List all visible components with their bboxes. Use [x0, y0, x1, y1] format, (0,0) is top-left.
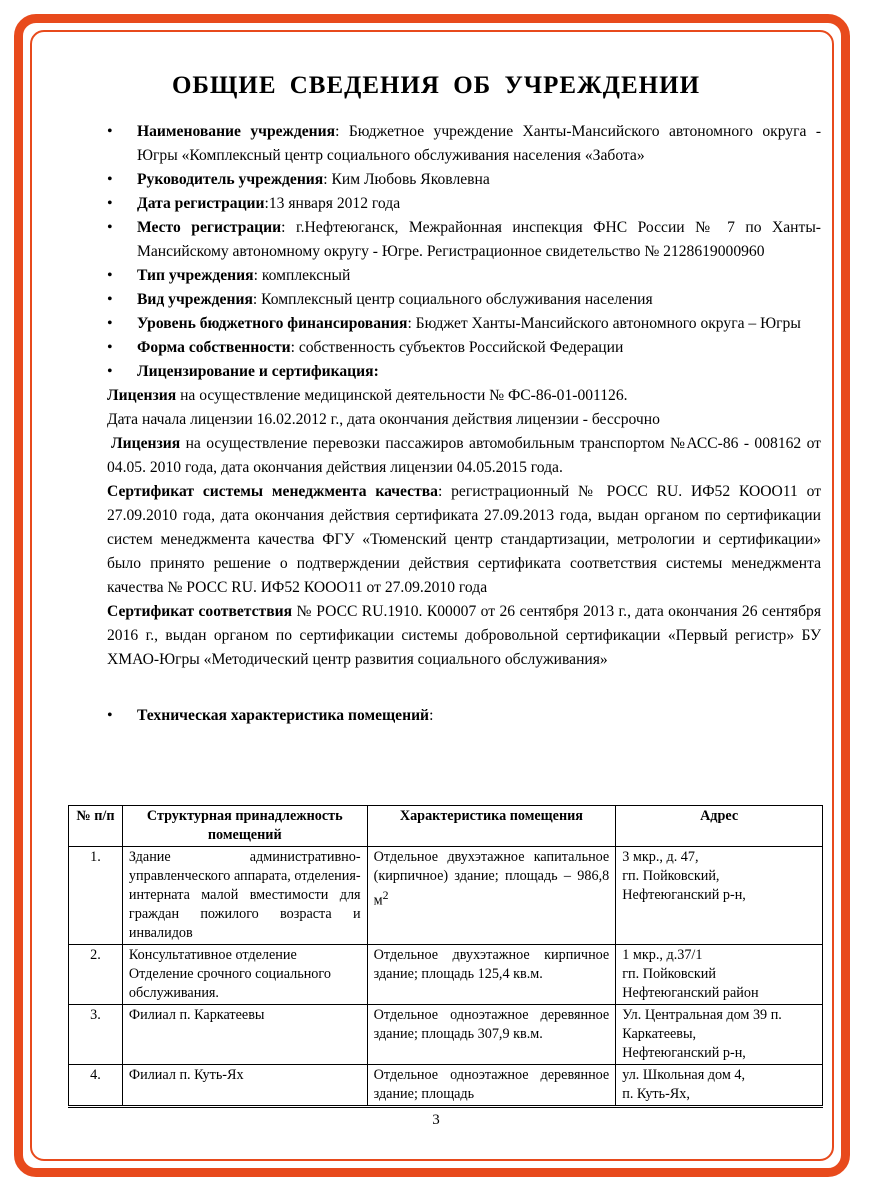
page-number: 3	[432, 1112, 440, 1128]
field-funding-level: • Уровень бюджетного финансирования: Бюджет Ханты-Мансийского автономного округа – Югры	[107, 312, 821, 336]
table-row	[69, 847, 823, 945]
tech-heading: • Техническая характеристика помещений:	[107, 704, 821, 728]
document-title: ОБЩИЕ СВЕДЕНИЯ ОБ УЧРЕЖДЕНИИ	[171, 72, 701, 99]
header-unit: Структурная принадлежность помещений	[122, 806, 367, 847]
row-unit: Консультативное отделение Отделение срочного социального обслуживания.	[122, 945, 367, 1005]
row-number: 1.	[69, 847, 123, 945]
field-licensing-heading: • Лицензирование и сертификация:	[107, 360, 821, 384]
header-description: Характеристика помещения	[367, 806, 616, 847]
row-unit: Филиал п. Каркатеевы	[122, 1005, 367, 1065]
row-unit: Филиал п. Куть-Ях	[122, 1065, 367, 1107]
table-header-row	[69, 806, 823, 847]
row-number: 3.	[69, 1005, 123, 1065]
field-institution-type: • Тип учреждения: комплексный	[107, 264, 821, 288]
table-row	[69, 1005, 823, 1065]
field-director: • Руководитель учреждения: Ким Любовь Яковлевна	[107, 168, 821, 192]
row-address: Ул. Центральная дом 39 п. Каркатеевы, Нефтеюганский р-н,	[616, 1005, 823, 1065]
header-address: Адрес	[616, 806, 823, 847]
field-institution-name: • Наименование учреждения: Бюджетное учреждение Ханты-Мансийского автономного округа - Югры «Комплексный центр социального обслуживания населения «Забота»	[107, 120, 821, 168]
license-medical: Лицензия на осуществление медицинской деятельности № ФС-86-01-001126.	[107, 387, 628, 404]
row-address: 1 мкр., д.37/1 гп. Пойковский Нефтеюганский район	[616, 945, 823, 1005]
premises-table	[68, 805, 823, 1108]
row-number: 2.	[69, 945, 123, 1005]
field-registration-place: • Место регистрации: г.Нефтеюганск, Межрайонная инспекция ФНС России № 7 по Ханты-Мансийскому автономному округу - Югре. Регистрационное свидетельство № 2128619000960	[107, 216, 821, 264]
certificate-quality: Сертификат системы менеджмента качества: регистрационный № РОСС RU. ИФ52 КООО11 от 27.09.2010 года, дата окончания действия сертификата 27.09.2013 года, выдан органом по сертификации систем менеджмента качества ФГУ «Тюменский центр стандартизации, метрологии и сертификации» было принято решение о подтверждении действия сертификата соответствия системы менеджмента качества № РОСС RU. ИФ52 КООО11 от 27.09.2010 года	[107, 483, 822, 596]
field-institution-kind: • Вид учреждения: Комплексный центр социального обслуживания населения	[107, 288, 821, 312]
field-ownership: • Форма собственности: собственность субъектов Российской Федерации	[107, 336, 821, 360]
row-address: ул. Школьная дом 4, п. Куть-Ях,	[616, 1065, 823, 1107]
certificate-conformity: Сертификат соответствия № РОСС RU.1910. К00007 от 26 сентября 2013 г., дата окончания 26 сентября 2016 г., выдан органом по сертификации системы добровольной сертификации «Первый регистр» БУ ХМАО-Югры «Методический центр развития социального обслуживания»	[107, 603, 821, 668]
row-description: Отдельное двухэтажное кирпичное здание; площадь 125,4 кв.м.	[367, 945, 616, 1005]
row-number: 4.	[69, 1065, 123, 1107]
document-body	[107, 120, 821, 728]
row-description: Отдельное двухэтажное капитальное (кирпичное) здание; площадь – 986,8 $м^2$	[367, 847, 616, 945]
license-transport: Лицензия на осуществление перевозки пассажиров автомобильным транспортом №АСС-86 - 008162 от 04.05. 2010 года, дата окончания действия лицензии 04.05.2015 года.	[107, 435, 821, 476]
table-row	[69, 1065, 823, 1107]
row-description: Отдельное одноэтажное деревянное здание; площадь 307,9 кв.м.	[367, 1005, 616, 1065]
row-unit: Здание административно-управленческого аппарата, отделения-интерната малой вместимости для граждан пожилого возраста и инвалидов	[122, 847, 367, 945]
header-number: № п/п	[69, 806, 123, 847]
row-address: 3 мкр., д. 47, гп. Пойковский, Нефтеюганский р-н,	[616, 847, 823, 945]
row-description: Отдельное одноэтажное деревянное здание; площадь	[367, 1065, 616, 1107]
license-medical-dates: Дата начала лицензии 16.02.2012 г., дата окончания действия лицензии - бессрочно	[107, 411, 660, 428]
field-registration-date: • Дата регистрации:13 января 2012 года	[107, 192, 821, 216]
table-row	[69, 945, 823, 1005]
